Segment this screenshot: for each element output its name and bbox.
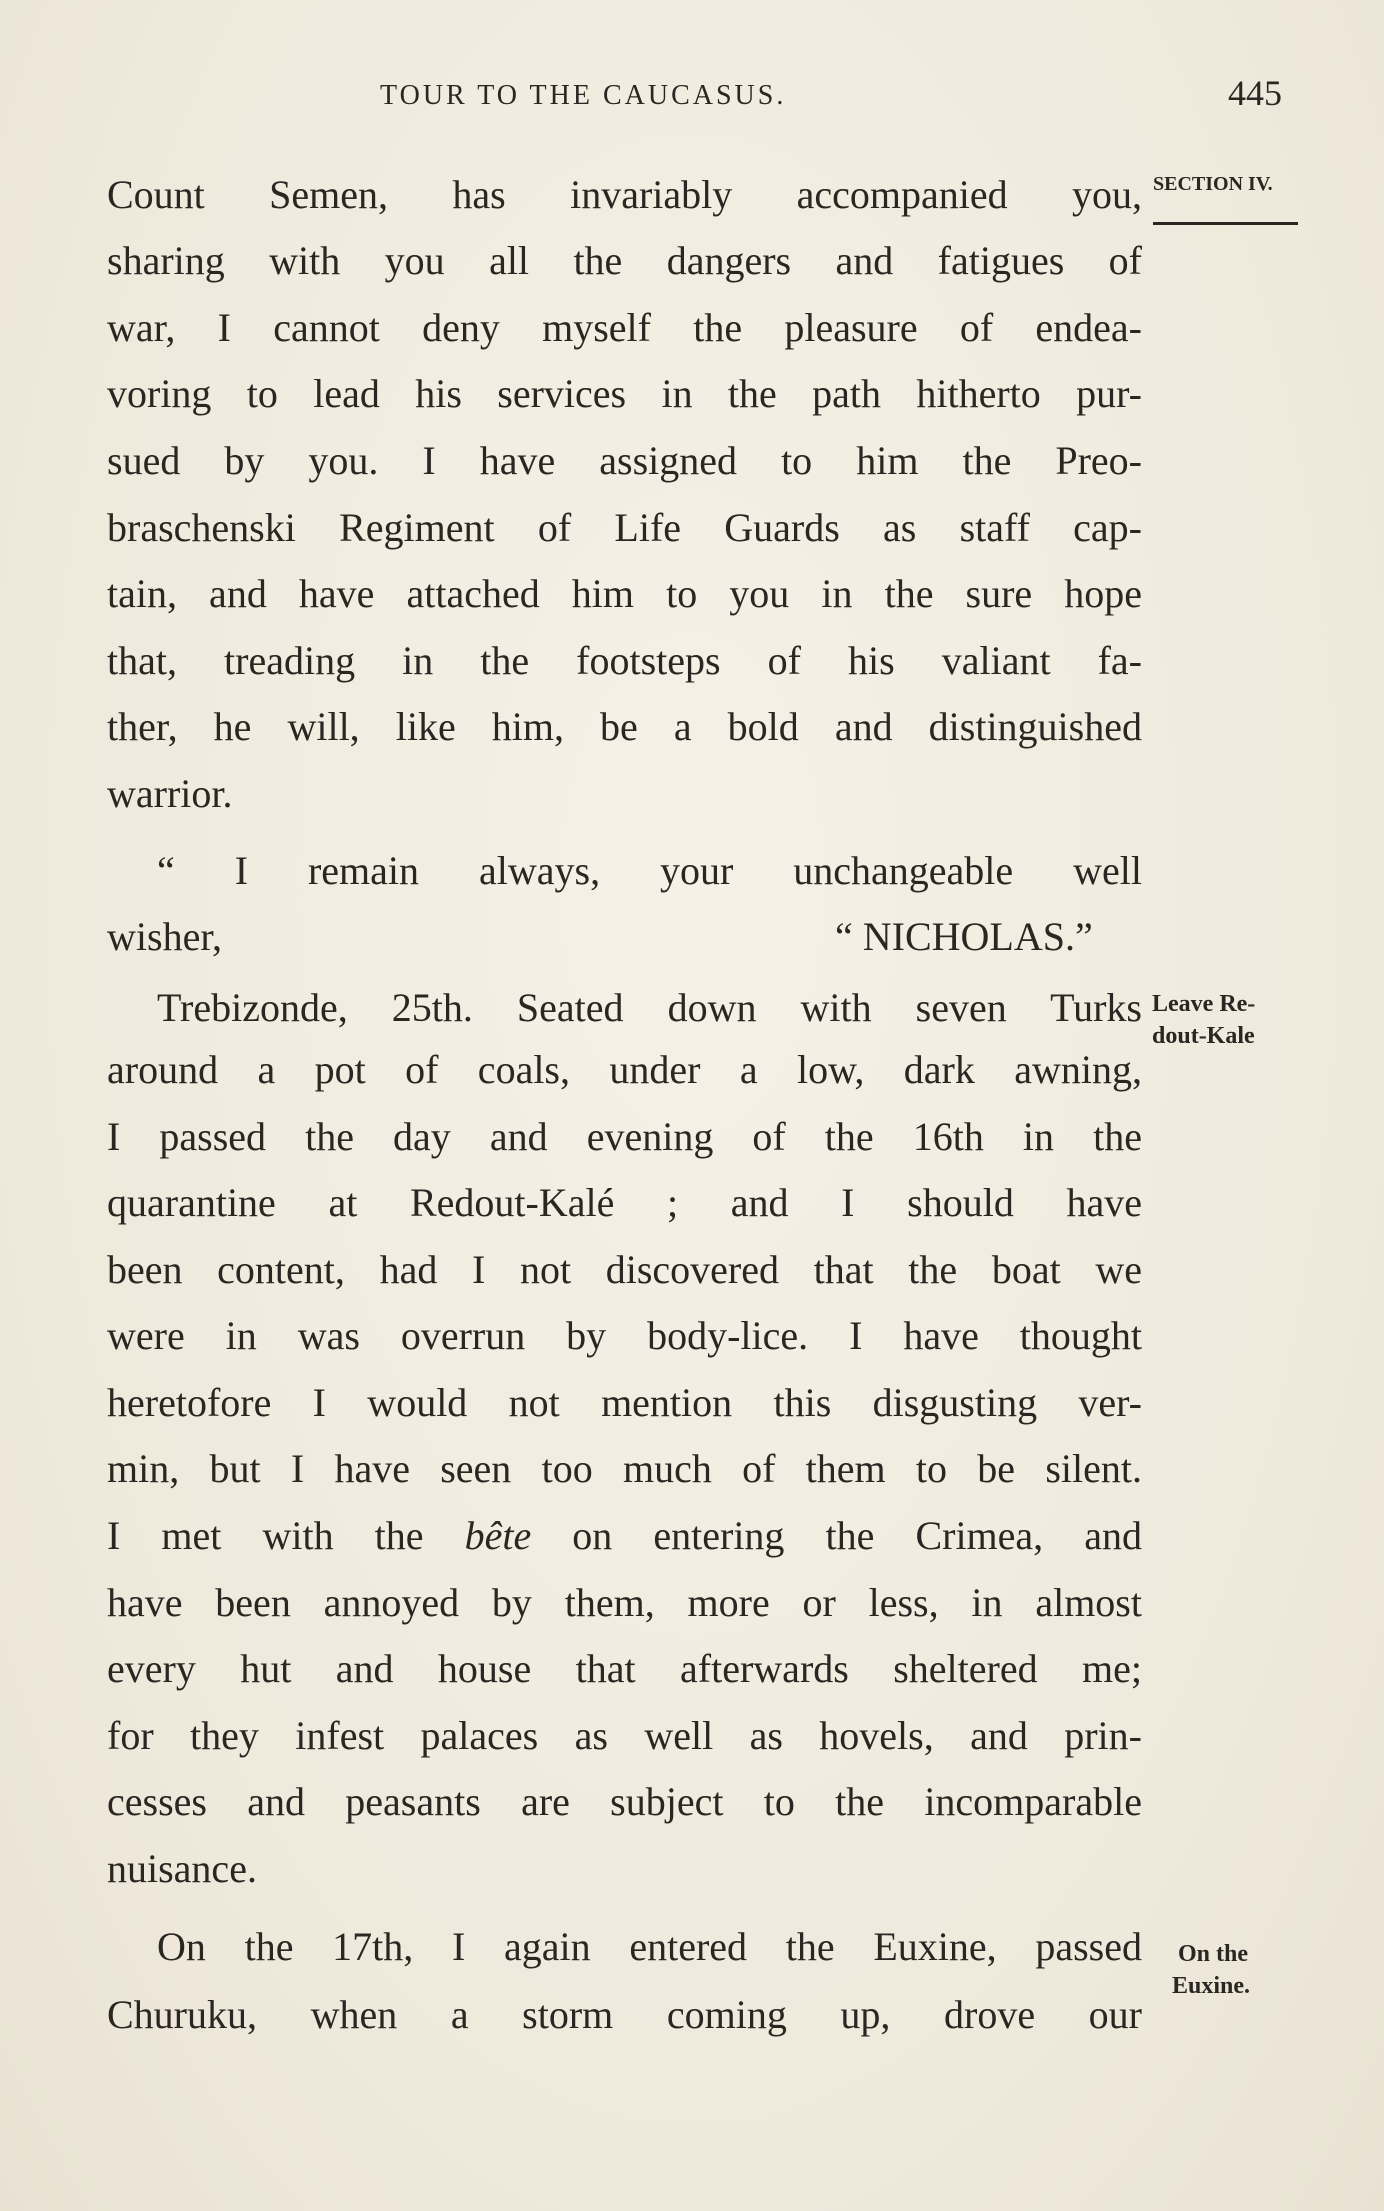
text-line: Churuku, when a storm coming up, drove our	[107, 1992, 1142, 2037]
signature: “ NICHOLAS.”	[835, 914, 1093, 959]
text-line: wisher,	[107, 914, 223, 959]
text-line: around a pot of coals, under a low, dark awning,	[107, 1047, 1142, 1092]
text-line: On the 17th, I again entered the Euxine, passed	[157, 1924, 1142, 1969]
text-line: for they infest palaces as well as hovels, and prin-	[107, 1713, 1142, 1758]
margin-note-euxine-line1: On the	[1178, 1941, 1249, 1967]
text-line: min, but I have seen too much of them to be silent.	[107, 1446, 1142, 1491]
text-line: warrior.	[107, 771, 233, 816]
text-line: been content, had I not discovered that the boat we	[107, 1247, 1142, 1292]
text-line	[107, 1511, 1142, 1561]
text-line: tain, and have attached him to you in the sure hope	[107, 571, 1142, 616]
running-title: TOUR TO THE CAUCASUS.	[380, 80, 787, 111]
text-line: “ I remain always, your unchangeable well	[157, 848, 1142, 893]
page-number: 445	[1228, 73, 1282, 113]
text-line: that, treading in the footsteps of his valiant fa-	[107, 638, 1142, 683]
text-line: sued by you. I have assigned to him the Preo-	[107, 438, 1142, 483]
text-line: ther, he will, like him, be a bold and distinguished	[107, 704, 1142, 749]
text-line: quarantine at Redout-Kalé ; and I should have	[107, 1180, 1142, 1225]
text-line: I passed the day and evening of the 16th in the	[107, 1114, 1142, 1159]
margin-note-leave-line1: Leave Re-	[1152, 991, 1256, 1017]
text-line: every hut and house that afterwards sheltered me;	[107, 1646, 1142, 1691]
text-line: Count Semen, has invariably accompanied you,	[107, 172, 1142, 217]
text-line: were in was overrun by body-lice. I have thought	[107, 1313, 1142, 1358]
italic-word: bête	[464, 1513, 532, 1558]
margin-note-section: SECTION IV.	[1153, 173, 1273, 195]
text-line: heretofore I would not mention this disgusting ver-	[107, 1380, 1142, 1425]
margin-note-leave-line2: dout-Kale	[1152, 1023, 1255, 1049]
text-line: have been annoyed by them, more or less, in almost	[107, 1580, 1142, 1625]
section-rule	[1153, 222, 1298, 225]
text-line: cesses and peasants are subject to the incomparable	[107, 1779, 1142, 1824]
text-line: nuisance.	[107, 1846, 257, 1891]
text-line: braschenski Regiment of Life Guards as staff cap-	[107, 505, 1142, 550]
text-fragment: on entering the Crimea, and	[572, 1513, 1143, 1558]
text-line: voring to lead his services in the path hitherto pur-	[107, 371, 1142, 416]
text-line: war, I cannot deny myself the pleasure of endea-	[107, 305, 1142, 350]
text-line: Trebizonde, 25th. Seated down with seven Turks	[157, 985, 1142, 1030]
margin-note-euxine-line2: Euxine.	[1172, 1973, 1251, 1999]
text-line: sharing with you all the dangers and fatigues of	[107, 238, 1142, 283]
text-fragment: I met with the	[107, 1513, 424, 1558]
